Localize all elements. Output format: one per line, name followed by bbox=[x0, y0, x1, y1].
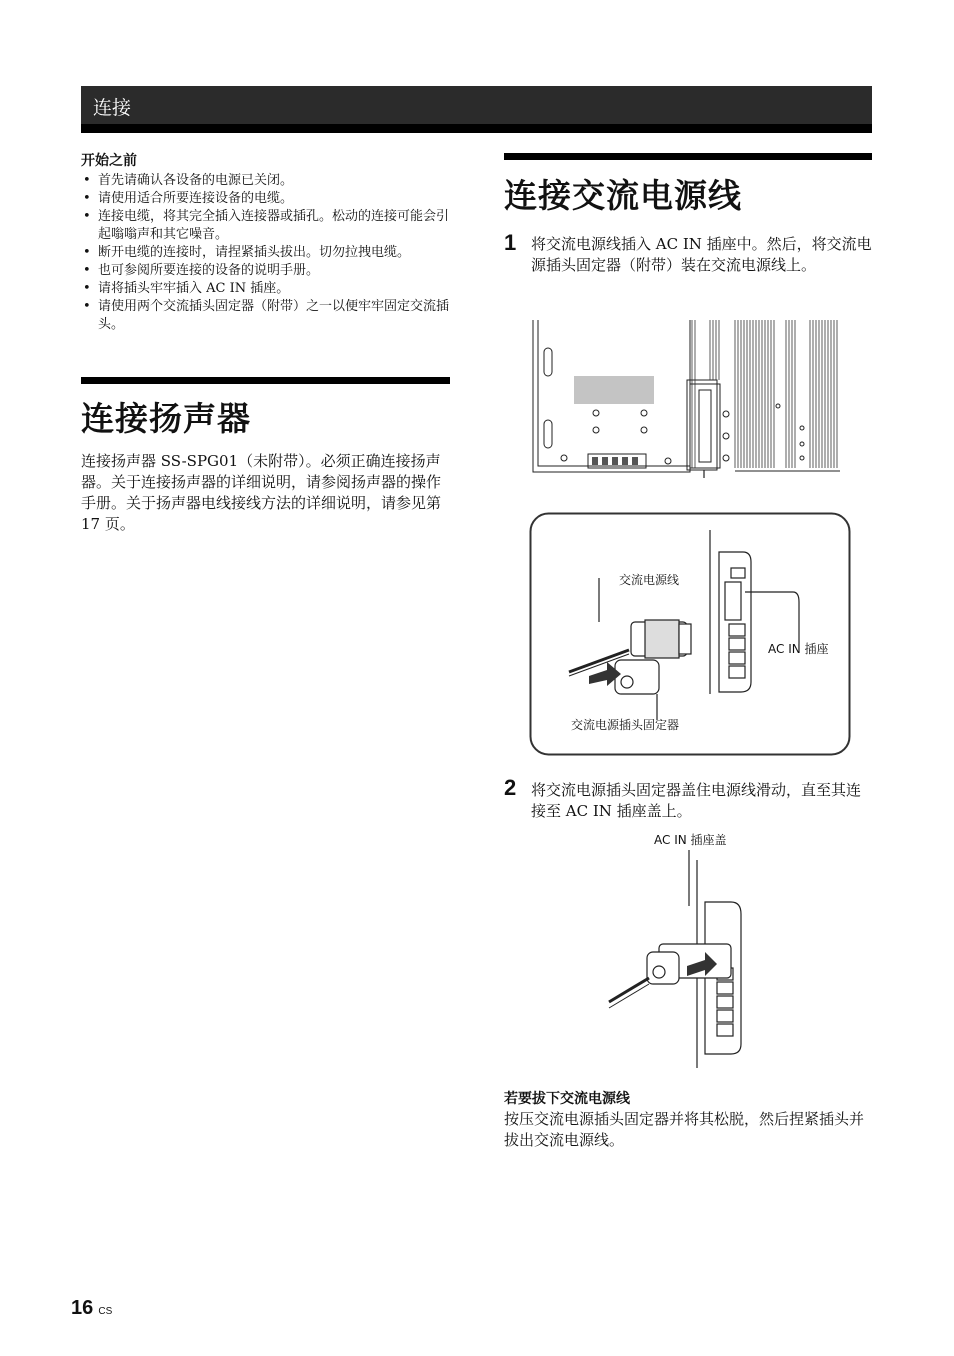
list-item: • 连接电缆，将其完全插入连接器或插孔。松动的连接可能会引起嗡嗡声和其它噪音。 bbox=[81, 208, 451, 244]
list-item: • 请使用适合所要连接设备的电缆。 bbox=[81, 190, 451, 208]
page-number bbox=[71, 1297, 112, 1320]
label-ac-cord: 交流电源线 bbox=[619, 573, 680, 587]
list-item: • 首先请确认各设备的电源已关闭。 bbox=[81, 172, 451, 190]
section-header-bar bbox=[81, 86, 872, 124]
list-item: • 请将插头牢牢插入 AC IN 插座。 bbox=[81, 280, 451, 298]
ac-section-rule bbox=[504, 153, 872, 160]
step-2-text: 将交流电源插头固定器盖住电源线滑动，直至其连接至 AC IN 插座盖上。 bbox=[531, 781, 862, 820]
rear-panel-illustration bbox=[530, 318, 850, 478]
list-item: • 请使用两个交流插头固定器（附带）之一以便牢牢固定交流插头。 bbox=[81, 298, 451, 334]
step-1-text: 将交流电源线插入 AC IN 插座中。然后，将交流电源插头固定器（附带）装在交流电源线上。 bbox=[531, 235, 872, 274]
unplug-text: 按压交流电源插头固定器并将其松脱，然后捏紧插头并拔出交流电源线。 bbox=[504, 1110, 865, 1149]
label-ac-in-cover: AC IN 插座盖 bbox=[654, 833, 727, 847]
step-2-number: 2 bbox=[504, 775, 517, 800]
plug-holder-attached-illustration bbox=[605, 848, 750, 1073]
before-start-list bbox=[81, 172, 451, 334]
speakers-title: 连接扬声器 bbox=[81, 399, 251, 438]
before-start-heading: 开始之前 bbox=[81, 153, 137, 169]
speakers-section-rule bbox=[81, 377, 450, 384]
ac-cord-title: 连接交流电源线 bbox=[504, 176, 742, 215]
unplug-heading: 若要拔下交流电源线 bbox=[504, 1091, 630, 1107]
header-rule bbox=[81, 124, 872, 133]
list-item: • 也可参阅所要连接的设备的说明手册。 bbox=[81, 262, 451, 280]
page-number-suffix: CS bbox=[98, 1306, 113, 1317]
section-header-title: 连接 bbox=[93, 97, 132, 119]
page-number-value: 16 bbox=[71, 1297, 94, 1319]
step-1-number: 1 bbox=[504, 230, 517, 255]
label-plug-holder: 交流电源插头固定器 bbox=[571, 718, 680, 732]
list-item: • 断开电缆的连接时，请捏紧插头拔出。切勿拉拽电缆。 bbox=[81, 244, 451, 262]
label-ac-in-socket: AC IN 插座 bbox=[768, 642, 829, 656]
speakers-text: 连接扬声器 SS-SPG01（未附带）。必须正确连接扬声器。关于连接扬声器的详细说明，请参阅扬声器的操作手册。关于扬声器电线接线方法的详细说明，请参见第 17 页。 bbox=[81, 452, 442, 533]
